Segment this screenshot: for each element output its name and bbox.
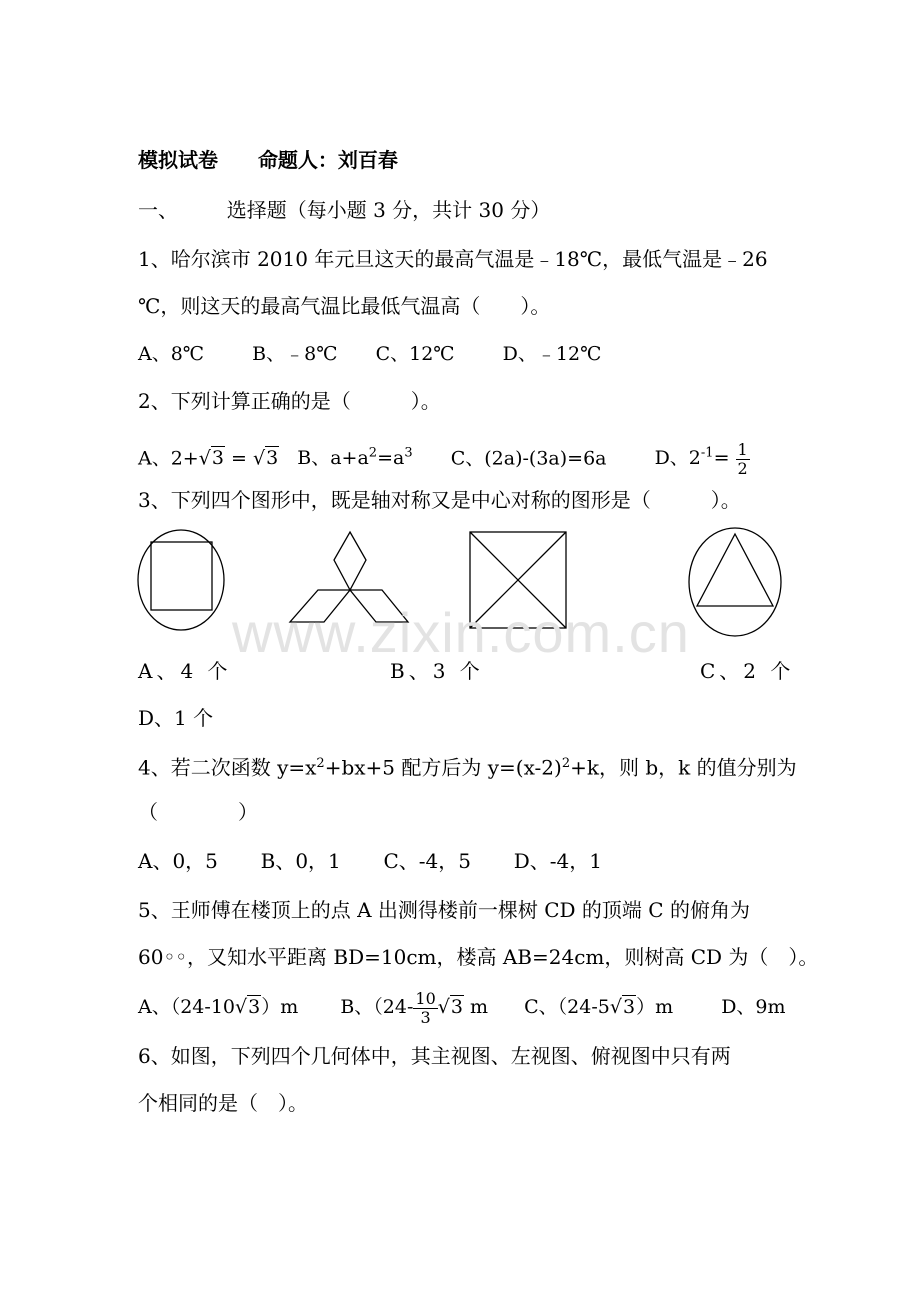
- exam-title: 模拟试卷: [138, 148, 218, 172]
- exam-author: 命题人：刘百春: [257, 148, 398, 172]
- question-5-options: [138, 984, 786, 1030]
- figure-circle-triangle: [686, 526, 786, 638]
- option-a: A、0，5: [138, 849, 218, 873]
- question-3: 3、下列四个图形中，既是轴对称又是中心对称的图形是（ ）。: [138, 488, 741, 512]
- question-3-option-a: A、4 个: [138, 659, 232, 683]
- option-a: A、2+√3 = √3: [138, 447, 279, 470]
- option-c: C、-4，5: [383, 849, 472, 873]
- question-5-line2: 60◦◦，又知水平距离 BD=10cm，楼高 AB=24cm，则树高 CD 为（ ）。: [138, 945, 819, 969]
- option-a: A、（24-10√3）m: [138, 996, 299, 1018]
- question-3-option-c: C、2 个: [700, 659, 795, 683]
- watermark-text: www.zixin.com.cn: [232, 601, 690, 664]
- question-2: 2、下列计算正确的是（ ）。: [138, 389, 441, 413]
- question-1-line2: ℃，则这天的最高气温比最低气温高（ ）。: [138, 294, 551, 318]
- section-title: 选择题（每小题 3 分，共计 30 分）: [226, 198, 551, 222]
- option-d: D、-4，1: [513, 849, 602, 873]
- section-heading: 一、 选择题（每小题 3 分，共计 30 分）: [138, 198, 551, 222]
- question-3-option-d: D、1 个: [138, 706, 214, 730]
- option-d: D、$2^{-1}=$ $\frac{1}{2}$: [654, 439, 748, 478]
- question-4-options: [138, 848, 602, 874]
- question-6-line1: 6、如图，下列四个几何体中，其主视图、左视图、俯视图中只有两: [138, 1044, 731, 1068]
- question-3-option-b: B、3 个: [390, 659, 484, 683]
- option-c: C、(2a)-(3a)=6a: [450, 447, 607, 470]
- question-6-line2: 个相同的是（ ）。: [138, 1091, 308, 1115]
- option-b: B、0，1: [260, 849, 341, 873]
- exam-header: [138, 147, 398, 173]
- option-c: C、（24-5√3）m: [524, 996, 674, 1018]
- question-2-options: [138, 434, 750, 478]
- question-1-options: [138, 341, 601, 367]
- option-b: B、（24- $\frac{10}{3}$ √3 m: [340, 988, 489, 1027]
- question-1-line1: 1、哈尔滨市 2010 年元旦这天的最高气温是﹣18℃，最低气温是﹣26: [138, 247, 768, 271]
- option-d: D、9m: [721, 996, 786, 1018]
- option-d: D、﹣12℃: [502, 343, 602, 365]
- question-5-line1: 5、王师傅在楼顶上的点 A 出测得楼前一棵树 CD 的顶端 C 的俯角为: [138, 898, 750, 922]
- option-b: B、﹣8℃: [252, 343, 338, 365]
- question-4-paren: （ ）: [138, 800, 258, 824]
- option-b: B、$a+a^2=a^3$: [297, 446, 413, 470]
- option-c: C、12℃: [375, 343, 455, 365]
- figure-circle-square: [136, 528, 228, 632]
- question-4: 4、若二次函数 $y=x^2+bx+5$ 配方后为 $y=(x-2)^2+k$，则 b，k 的值分别为: [138, 755, 797, 780]
- option-a: A、8℃: [138, 343, 205, 365]
